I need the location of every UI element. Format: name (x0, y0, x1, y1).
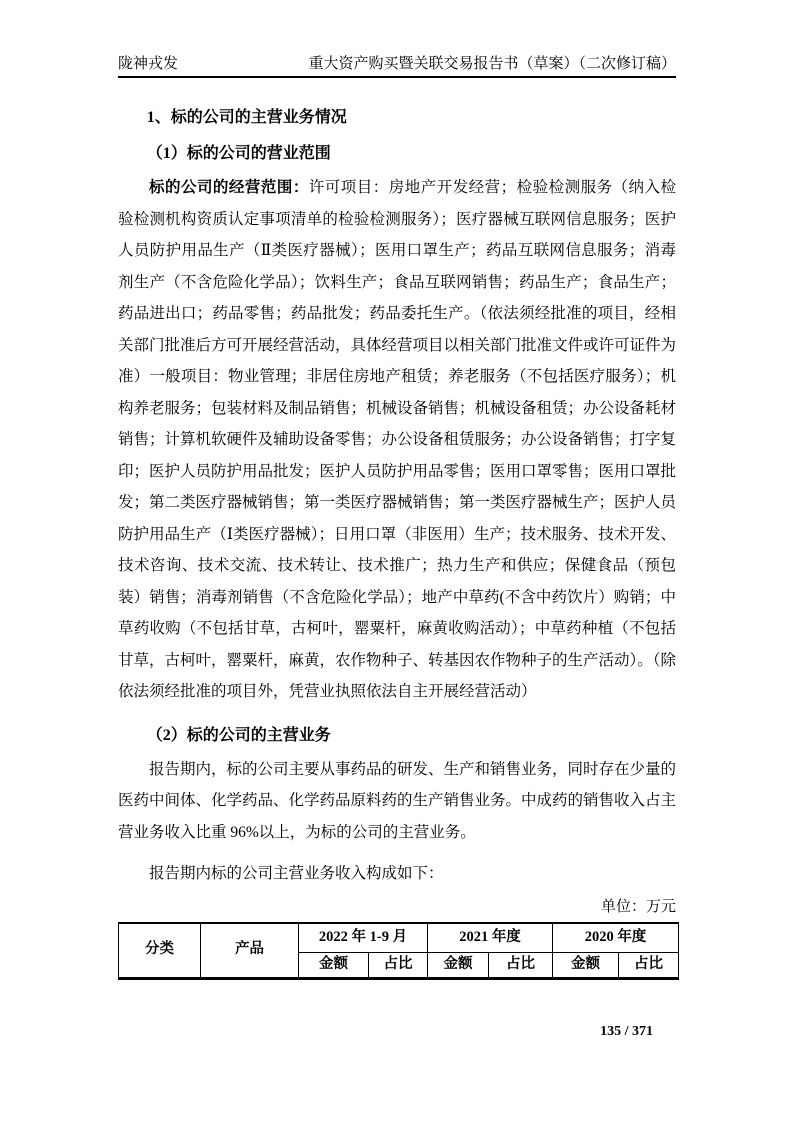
section-heading-main-business: 1、标的公司的主营业务情况 (146, 109, 347, 126)
subcolumn-header-ratio-2022: 占比 (369, 953, 428, 979)
header-company-name: 陇神戎发 (118, 56, 179, 72)
business-scope-paragraph (118, 172, 676, 708)
page-header (118, 52, 676, 78)
column-header-category: 分类 (119, 923, 201, 979)
column-header-period-2020: 2020 年度 (553, 923, 679, 953)
business-scope-text: 许可项目：房地产开发经营；检验检测服务（纳入检验检测机构资质认定事项清单的检验检测服务）；医疗器械互联网信息服务；医护人员防护用品生产（Ⅱ类医疗器械）；医用口罩生产；药品互联网信息服务；消毒剂生产（不含危险化学品）；饮料生产；食品互联网销售；药品生产；食品生产；药品进出口；药品零售；药品批发；药品委托生产。（依法须经批准的项目，经相关部门批准后方可开展经营活动，具体经营项目以相关部门批准文件或许可证件为准）一般项目：物业管理；非居住房地产租赁；养老服务（不包括医疗服务）；机构养老服务；包装材料及制品销售；机械设备销售；机械设备租赁；办公设备耗材销售；计算机软硬件及辅助设备零售；办公设备租赁服务；办公设备销售；打字复印；医护人员防护用品批发；医护人员防护用品零售；医用口罩零售；医用口罩批发；第二类医疗器械销售；第一类医疗器械销售；第一类医疗器械生产；医护人员防护用品生产（Ⅰ类医疗器械）；日用口罩（非医用）生产；技术服务、技术开发、技术咨询、技术交流、技术转让、技术推广；热力生产和供应；保健食品（预包装）销售；消毒剂销售（不含危险化学品）；地产中草药(不含中药饮片）购销；中草药收购（不包括甘草，古柯叶，罂粟杆，麻黄收购活动）；中草药种植（不包括甘草，古柯叶，罂粟杆，麻黄，农作物种子、转基因农作物种子的生产活动）。（除依法须经批准的项目外，凭营业执照依法自主开展经营活动） (118, 179, 677, 700)
header-report-title: 重大资产购买暨关联交易报告书（草案）（二次修订稿） (308, 56, 676, 72)
subcolumn-header-ratio-2021: 占比 (489, 953, 553, 979)
revenue-intro-paragraph: 报告期内标的公司主营业务收入构成如下： (149, 865, 444, 882)
subcolumn-header-amount-2020: 金额 (553, 953, 619, 979)
subcolumn-header-amount-2022: 金额 (299, 953, 369, 979)
subcolumn-header-ratio-2020: 占比 (619, 953, 679, 979)
page-number: 135 / 371 (600, 1024, 653, 1039)
column-header-period-2021: 2021 年度 (428, 923, 553, 953)
document-body (118, 100, 676, 980)
subsection-heading-main-operations: （2）标的公司的主营业务 (146, 726, 331, 744)
column-header-period-2022: 2022 年 1-9 月 (299, 923, 428, 953)
subsection-heading-business-scope: （1）标的公司的营业范围 (146, 145, 331, 162)
table-header-row-periods (119, 923, 679, 953)
column-header-product: 产品 (201, 923, 299, 979)
table-unit-note: 单位：万元 (600, 898, 676, 915)
main-business-paragraph: 报告期内，标的公司主要从事药品的研发、生产和销售业务，同时存在少量的医药中间体、化学药品、化学药品原料药的生产销售业务。中成药的销售收入占主营业务收入比重 96%以上，为标的公司的主营业务。 (118, 760, 677, 841)
subcolumn-header-amount-2021: 金额 (428, 953, 489, 979)
business-scope-lead: 标的公司的经营范围： (149, 179, 309, 196)
revenue-composition-table (118, 922, 679, 981)
